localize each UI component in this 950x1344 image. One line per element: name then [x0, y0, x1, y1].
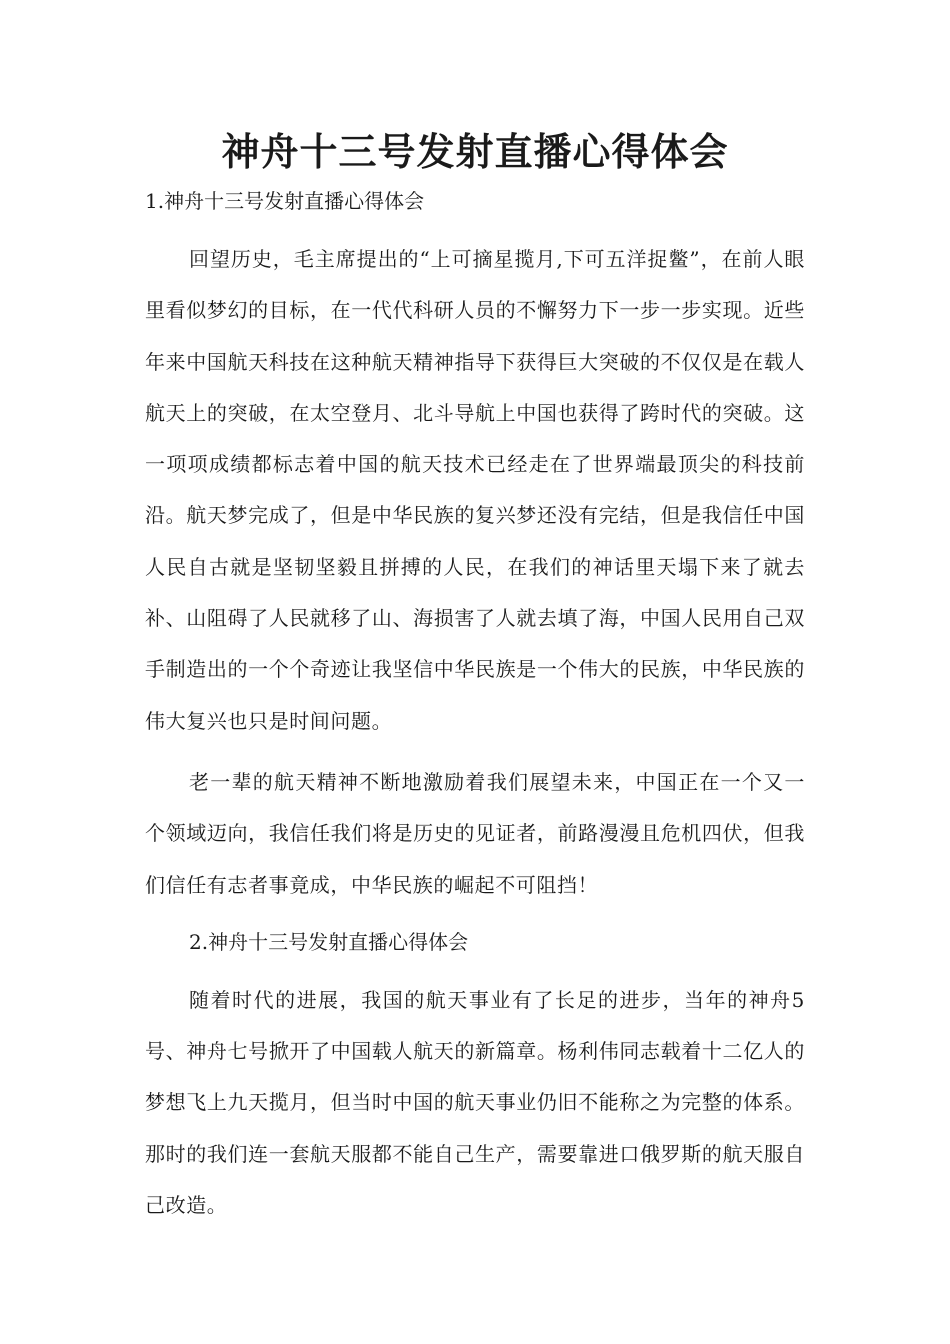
section-heading-2: 2.神舟十三号发射直播心得体会: [189, 929, 469, 954]
document-body: [145, 180, 805, 1231]
paragraph: 老一辈的航天精神不断地激励着我们展望未来，中国正在一个又一个领域迈向，我信任我们将是历史的见证者，前路漫漫且危机四伏，但我们信任有志者事竟成，中华民族的崛起不可阻挡！: [145, 769, 805, 897]
section-heading-1: 1.神舟十三号发射直播心得体会: [145, 189, 425, 213]
paragraph: 随着时代的进展，我国的航天事业有了长足的进步，当年的神舟5号、神舟七号掀开了中国载人航天的新篇章。杨利伟同志载着十二亿人的梦想飞上九天揽月，但当时中国的航天事业仍旧不能称之为完整的体系。那时的我们连一套航天服都不能自己生产，需要靠进口俄罗斯的航天服自己改造。: [145, 987, 805, 1218]
document-title: 神舟十三号发射直播心得体会: [221, 130, 729, 174]
paragraph: 回望历史，毛主席提出的“上可摘星揽月,下可五洋捉鳖”，在前人眼里看似梦幻的目标，在一代代科研人员的不懈努力下一步一步实现。近些年来中国航天科技在这种航天精神指导下获得巨大突破的不仅仅是在载人航天上的突破，在太空登月、北斗导航上中国也获得了跨时代的突破。这一项项成绩都标志着中国的航天技术已经走在了世界端最顶尖的科技前沿。航天梦完成了，但是中华民族的复兴梦还没有完结，但是我信任中国人民自古就是坚韧坚毅且拼搏的人民，在我们的神话里天塌下来了就去补、山阻碍了人民就移了山、海损害了人就去填了海，中国人民用自己双手制造出的一个个奇迹让我坚信中华民族是一个伟大的民族，中华民族的伟大复兴也只是时间问题。: [145, 247, 805, 733]
